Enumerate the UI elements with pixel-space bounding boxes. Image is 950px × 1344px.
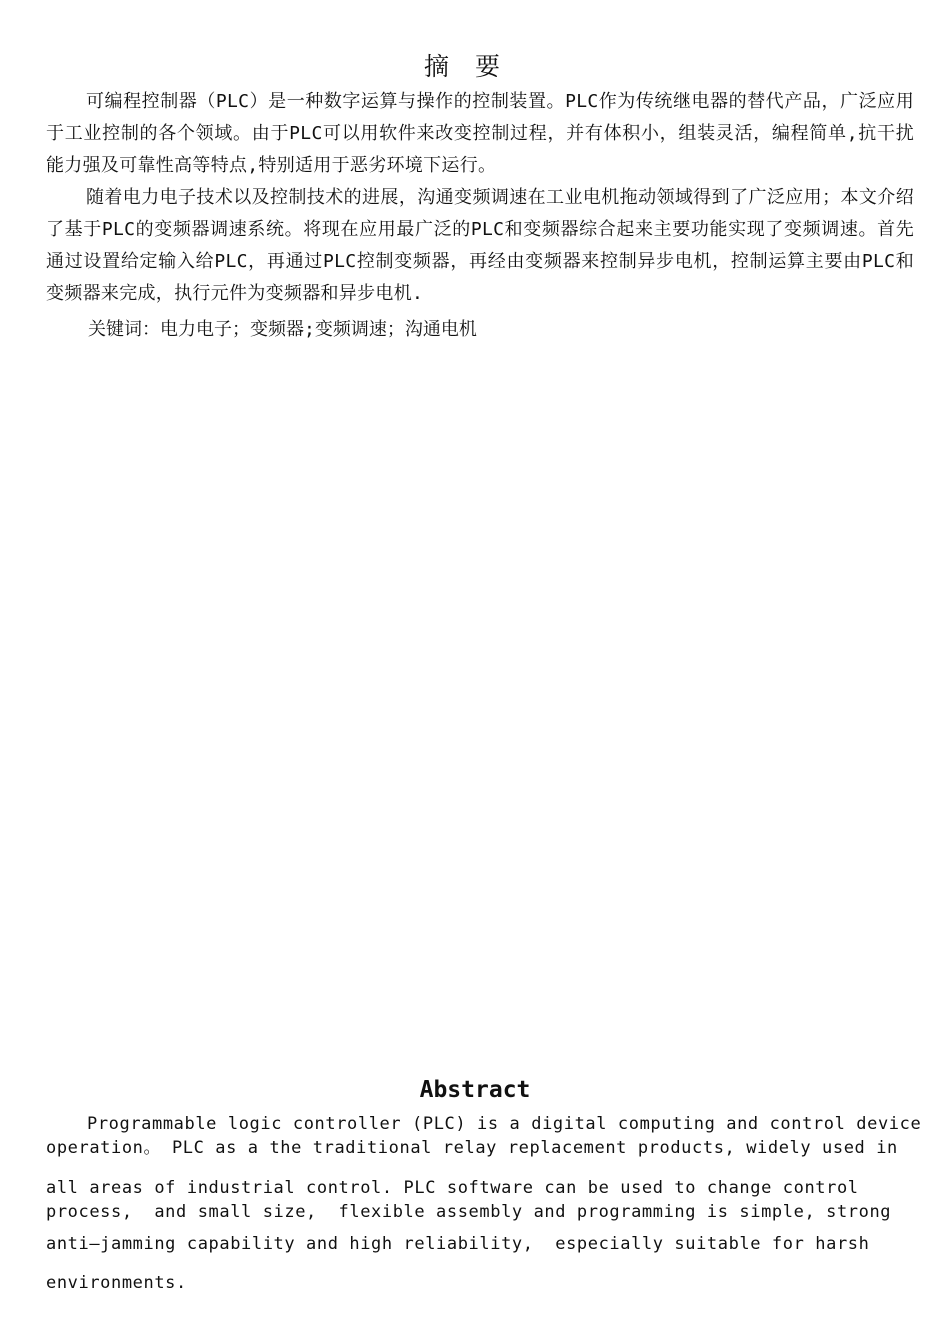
- english-abstract-title: Abstract: [419, 1077, 531, 1103]
- english-abstract-line: Programmable logic controller (PLC) is a digital computing and control device: [87, 1114, 922, 1134]
- chinese-abstract-paragraph-1: 可编程控制器（PLC）是一种数字运算与操作的控制装置。PLC作为传统继电器的替代产品，广泛应用于工业控制的各个领域。由于PLC可以用软件来改变控制过程，并有体积小，组装灵活，编程简单,抗干扰能力强及可靠性高等特点,特别适用于恶劣环境下运行。: [46, 91, 914, 176]
- english-abstract-line: all areas of industrial control. PLC software can be used to change control: [46, 1178, 859, 1198]
- english-abstract-line: anti—jamming capability and high reliability, especially suitable for harsh: [46, 1234, 870, 1254]
- english-abstract-line: process, and small size, flexible assembly and programming is simple, strong: [46, 1202, 892, 1222]
- chinese-keywords: 关键词：电力电子；变频器;变频调速；沟通电机: [88, 319, 477, 340]
- english-abstract-line: operation。 PLC as a the traditional relay replacement products, widely used in: [46, 1138, 898, 1158]
- chinese-abstract-title: 摘要: [423, 52, 526, 81]
- english-abstract-line: environments.: [46, 1273, 187, 1293]
- chinese-abstract-paragraph-2: 随着电力电子技术以及控制技术的进展，沟通变频调速在工业电机拖动领域得到了广泛应用；本文介绍了基于PLC的变频器调速系统。将现在应用最广泛的PLC和变频器综合起来主要功能实现了变频调速。首先通过设置给定输入给PLC，再通过PLC控制变频器，再经由变频器来控制异步电机，控制运算主要由PLC和变频器来完成，执行元件为变频器和异步电机.: [46, 187, 914, 304]
